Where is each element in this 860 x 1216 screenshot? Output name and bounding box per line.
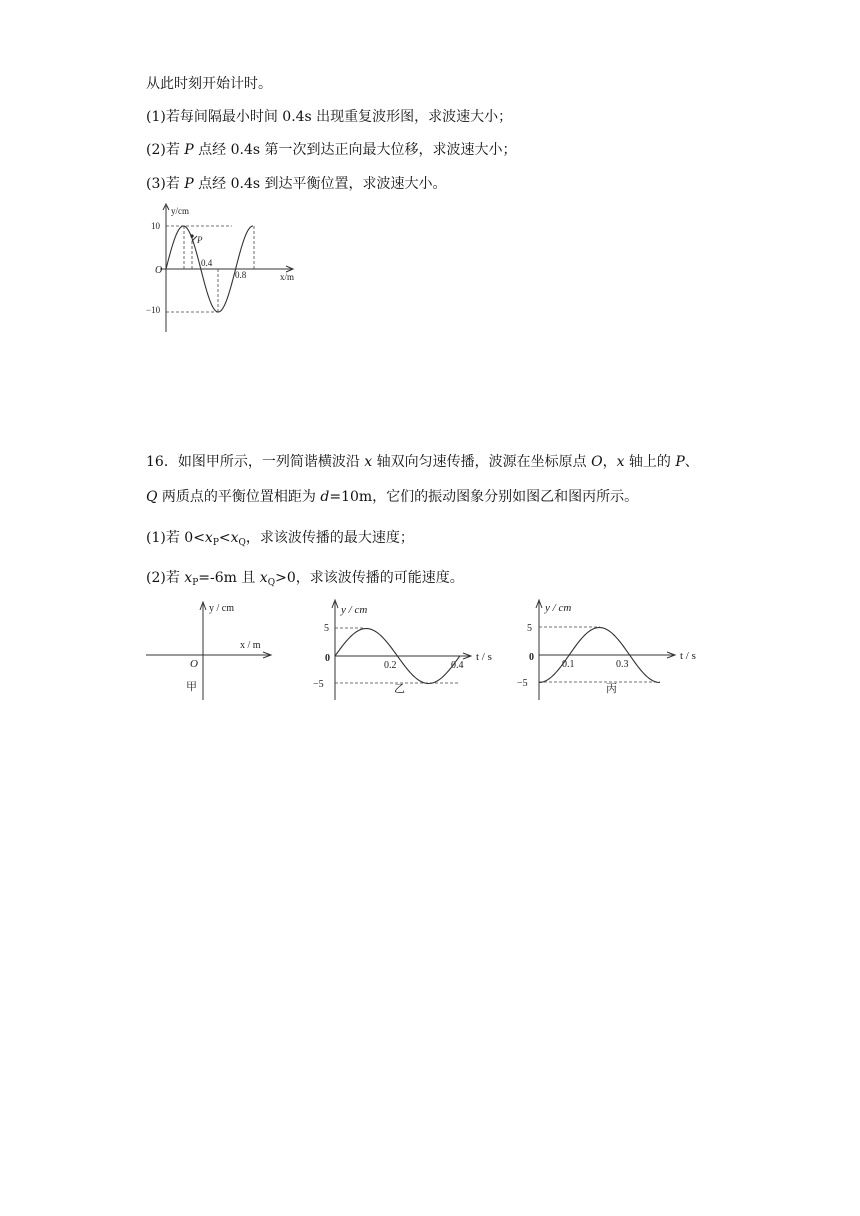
q16-line1: 16．如图甲所示，一列简谐横波沿 x 轴双向匀速传播，波源在坐标原点 O，x 轴上的 P、 [146,454,699,470]
wave-figure [140,200,310,340]
yi-y-label: y / cm [341,604,368,616]
jia-origin: O [190,658,198,670]
bing-y-label: y / cm [545,602,572,614]
q15-part3: (3)若 P 点经 0.4s 到达平衡位置，求波速大小。 [146,176,447,192]
bing-caption: 丙 [606,683,617,695]
yi-y-tick-neg5: −5 [313,679,324,690]
y-tick-neg10: −10 [146,305,161,315]
q16-line2: Q 两质点的平衡位置相距为 d=10m，它们的振动图象分别如图乙和图丙所示。 [146,489,639,505]
jia-x-label: x / m [240,640,261,651]
bing-t-tick-0.1: 0.1 [562,659,575,670]
bing-origin: 0 [529,652,534,663]
origin-label: O [155,265,163,276]
yi-caption: 乙 [394,683,405,695]
q16-part1: (1)若 $0<x_P<x_Q$，求该波传播的最大速度； [146,530,414,548]
bing-y-tick-5: 5 [527,623,532,634]
yi-origin: 0 [325,653,330,664]
point-p-label: P [197,235,203,245]
q15-intro: 从此时刻开始计时。 [146,76,272,92]
yi-t-tick-0.2: 0.2 [384,660,397,671]
y-tick-10: 10 [151,221,160,231]
bing-t-label: t / s [680,650,696,662]
q16-part2: (2)若 $x_P=-6m$ 且 $x_Q>0$，求该波传播的可能速度。 [146,570,464,588]
q15-part1: (1)若每间隔最小时间 0.4s 出现重复波形图，求波速大小； [146,109,513,125]
yi-t-tick-0.4: 0.4 [451,660,464,671]
x-tick-0.8: 0.8 [235,270,247,280]
figure-yi [310,596,500,706]
yi-y-tick-5: 5 [324,623,329,634]
jia-y-label: y / cm [209,603,234,614]
bing-y-tick-neg5: −5 [517,678,528,689]
figure-jia [140,596,280,706]
x-tick-0.4: 0.4 [201,258,213,268]
point-p-dot [190,234,193,237]
jia-caption: 甲 [186,681,197,693]
x-axis-label: x/m [280,272,295,282]
bing-t-tick-0.3: 0.3 [616,659,629,670]
q15-part2: (2)若 P 点经 0.4s 第一次到达正向最大位移，求波速大小； [146,142,517,158]
figure-bing [512,596,702,706]
y-axis-label: y/cm [171,206,189,216]
yi-t-label: t / s [476,651,492,663]
